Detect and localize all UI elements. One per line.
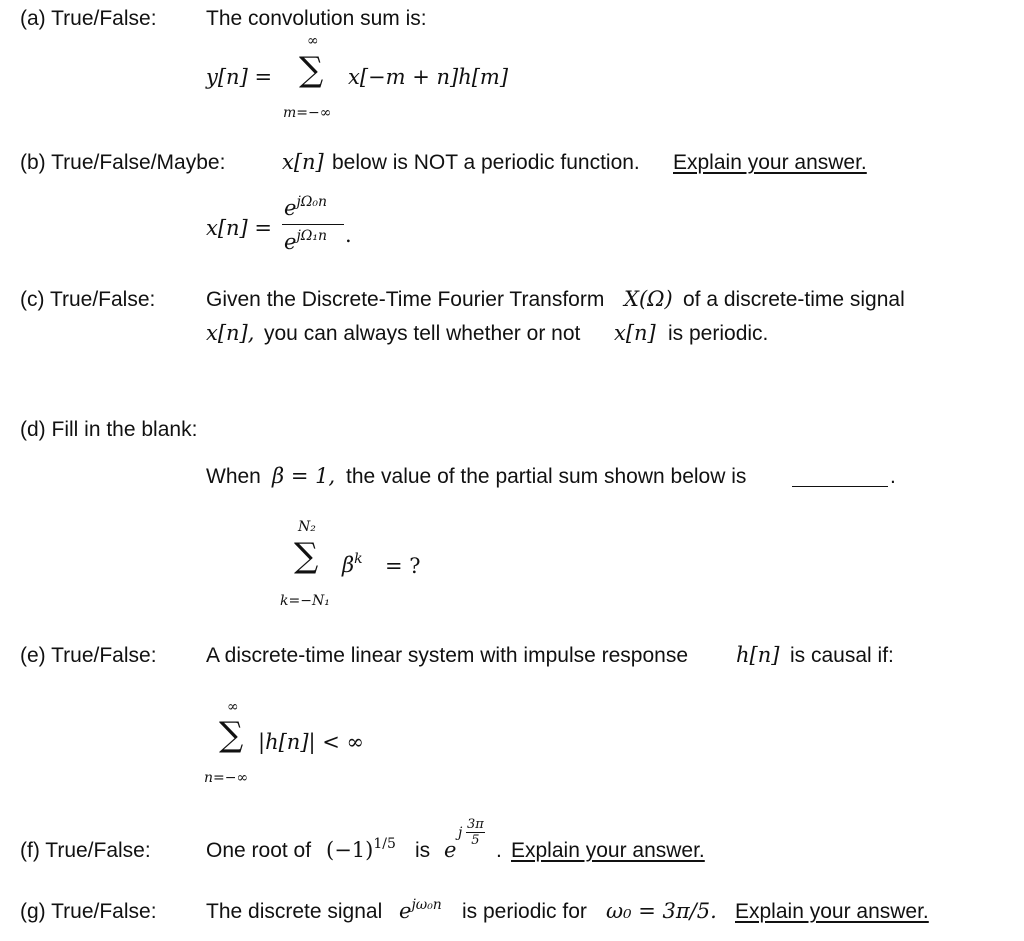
problem-b-stmt-math: x[n] — [282, 150, 324, 174]
problem-e-sum-lower: n=−∞ — [204, 770, 249, 786]
problem-e-sum-upper: ∞ — [227, 699, 239, 715]
problem-f-exp-j: j — [458, 825, 463, 841]
problem-a-summand: x[−m + n]h[m] — [348, 65, 509, 89]
problem-f-label: (f) True/False: — [20, 839, 151, 862]
problem-c-line2-math1: x[n], — [206, 321, 255, 345]
problem-g-base: $e^{j\omega_0n}$ — [399, 897, 442, 923]
problem-c-line2-text: you can always tell whether or not — [264, 322, 581, 345]
problem-e-math: h[n] — [736, 643, 780, 667]
problem-f-exp-num: 3π — [467, 817, 484, 832]
problem-b-trail: . — [345, 223, 352, 247]
problem-d-blank-line — [792, 486, 888, 487]
problem-a-eq-lhs: y[n] = — [206, 65, 273, 89]
problem-d-text: the value of the partial sum shown below is — [346, 465, 747, 488]
problem-a-label: (a) True/False: — [20, 7, 157, 30]
problem-a-sum-upper: ∞ — [307, 33, 319, 49]
problem-b-eq-lhs: x[n] = — [206, 216, 273, 240]
problem-e-text: A discrete-time linear system with impulse response — [206, 644, 689, 667]
problem-d-cond: β = 1, — [272, 464, 336, 488]
problem-c-line1-tail: of a discrete-time signal — [683, 288, 905, 311]
problem-c-line2-tail: is periodic. — [668, 322, 769, 345]
problem-f-text1: One root of — [206, 839, 312, 862]
problem-e-label: (e) True/False: — [20, 644, 157, 667]
problem-d-summand: $\beta^k$ — [342, 551, 363, 577]
problem-f-period: . — [496, 839, 502, 862]
problem-d-sum-lower: k=−N₁ — [280, 593, 330, 609]
problem-d-label: (d) Fill in the blank: — [20, 418, 198, 441]
problem-f-exp-den: 5 — [471, 833, 480, 848]
problem-f-base: e — [444, 838, 457, 862]
problem-e-sum-symbol: ∑ — [219, 715, 244, 755]
problem-f-math1: $(-1)^{1/5}$ — [326, 836, 396, 862]
problem-g-text2: is periodic for — [462, 900, 587, 923]
problem-a-statement: The convolution sum is: — [206, 7, 427, 30]
problem-b-label: (b) True/False/Maybe: — [20, 151, 226, 174]
problem-d-sum-symbol: ∑ — [294, 536, 319, 576]
problem-e-tail: is causal if: — [790, 644, 894, 667]
problem-c-line1-math: X(Ω) — [624, 287, 673, 311]
problem-b-fraction-bar — [282, 224, 344, 225]
problem-d-when: When — [206, 465, 261, 488]
problem-g-text1: The discrete signal — [206, 900, 383, 923]
problem-f-text2: is — [415, 839, 431, 862]
problem-c-line2-math2: x[n] — [614, 321, 656, 345]
problem-g-cond: ω₀ = 3π/5. — [606, 899, 717, 923]
problem-c-line1-text: Given the Discrete-Time Fourier Transform — [206, 288, 605, 311]
problem-d-rhs: = ? — [385, 554, 421, 578]
problem-e-summand: |h[n]| < ∞ — [258, 730, 365, 754]
problem-d-blank-end: . — [890, 465, 896, 488]
problem-f-explain: Explain your answer. — [511, 839, 705, 862]
problem-b-numerator: $e^{j\Omega_0n}$ — [284, 194, 328, 220]
problem-c-label: (c) True/False: — [20, 288, 156, 311]
problem-d-sum-upper: N₂ — [298, 519, 316, 535]
problem-g-explain: Explain your answer. — [735, 900, 929, 923]
problem-f-exp-frac — [466, 818, 485, 847]
problem-b-denominator: $e^{j\Omega_1n}$ — [284, 228, 328, 254]
problem-g-label: (g) True/False: — [20, 900, 157, 923]
problem-b-stmt-text: below is NOT a periodic function. — [332, 151, 640, 174]
problem-a-sum-lower: m=−∞ — [283, 105, 332, 121]
problem-a-sum-symbol: ∑ — [299, 50, 324, 90]
problem-b-explain: Explain your answer. — [673, 151, 867, 174]
